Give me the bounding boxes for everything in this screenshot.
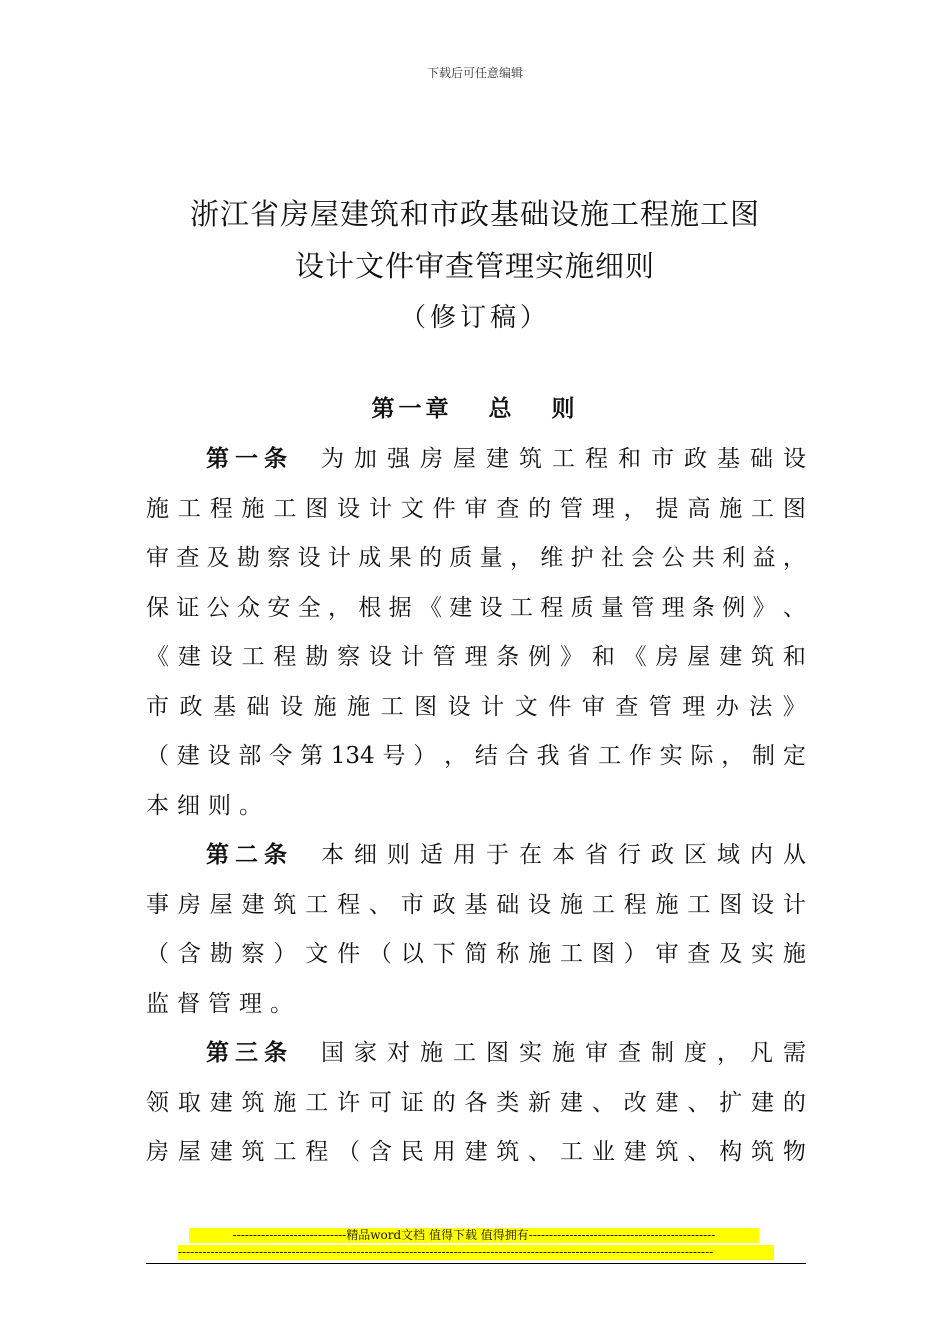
article-label: 第一条 bbox=[206, 446, 293, 472]
article-2 bbox=[146, 831, 806, 1029]
paragraph-line: 《 建 设 工 程 勘 察 设 计 管 理 条 例 》 和 《 房 屋 建 筑 和 bbox=[146, 644, 806, 670]
paragraph-line: （ 建 设 部 令 第 134 号 ） ， 结 合 我 省 工 作 实 际 ， 制 定 bbox=[146, 743, 806, 769]
article-label: 第二条 bbox=[206, 842, 293, 868]
document-title bbox=[0, 188, 950, 344]
article-first-line bbox=[146, 831, 806, 881]
paragraph-line: 保 证 公 众 安 全 ， 根 据 《 建 设 工 程 质 量 管 理 条 例 》 、 bbox=[146, 594, 806, 621]
paragraph-line: 审 查 及 勘 察 设 计 成 果 的 质 量 ， 维 护 社 会 公 共 利 益 ， bbox=[146, 545, 806, 571]
paragraph-line: 本 细 则 适 用 于 在 本 省 行 政 区 域 内 从 bbox=[321, 842, 806, 868]
paragraph-line: 市 政 基 础 设 施 施 工 图 设 计 文 件 审 查 管 理 办 法 》 bbox=[146, 693, 806, 720]
paragraph-line: 领 取 建 筑 施 工 许 可 证 的 各 类 新 建 、 改 建 、 扩 建 的 bbox=[146, 1089, 806, 1116]
chapter-name-part2: 则 bbox=[551, 396, 579, 422]
footer-banner: ----------------------------精品word文档 值得下载 值得拥有---------------------------------------------- bbox=[189, 1228, 759, 1243]
paragraph-last-line: 本细则。 bbox=[146, 792, 270, 819]
article-label: 第三条 bbox=[206, 1040, 293, 1066]
paragraph-line: 事 房 屋 建 筑 工 程 、 市 政 基 础 设 施 工 程 施 工 图 设 计 bbox=[146, 891, 806, 918]
title-line-2: 设计文件审查管理实施细则 bbox=[294, 249, 655, 283]
paragraph-last-line: 监督管理。 bbox=[146, 990, 301, 1017]
paragraph-line: 施 工 程 施 工 图 设 计 文 件 审 查 的 管 理 ， 提 高 施 工 图 bbox=[146, 495, 806, 522]
paragraph-line: 为 加 强 房 屋 建 筑 工 程 和 市 政 基 础 设 bbox=[321, 446, 806, 472]
article-1 bbox=[146, 435, 806, 831]
chapter-label: 第一章 bbox=[371, 396, 453, 422]
paragraph-line: 国 家 对 施 工 图 实 施 审 查 制 度 ， 凡 需 bbox=[321, 1040, 806, 1066]
footer-dash-line: ------------------------------------------------------------------------------------------------------------------------------------ bbox=[178, 1245, 774, 1260]
article-3 bbox=[146, 1029, 806, 1178]
footer-rule bbox=[146, 1263, 806, 1264]
article-first-line bbox=[146, 435, 806, 485]
paragraph-line: （ 含 勘 察 ） 文 件 （ 以 下 简 称 施 工 图 ） 审 查 及 实 施 bbox=[146, 941, 806, 967]
document-body bbox=[146, 435, 806, 1178]
page-header-note: 下载后可任意编辑 bbox=[426, 66, 523, 80]
chapter-name-part1: 总 bbox=[488, 396, 516, 422]
article-first-line bbox=[146, 1029, 806, 1079]
chapter-heading bbox=[0, 390, 950, 423]
title-revision-note: （修订稿） bbox=[399, 303, 550, 333]
paragraph-line: 房 屋 建 筑 工 程 （ 含 民 用 建 筑 、 工 业 建 筑 、 构 筑 物 bbox=[146, 1139, 806, 1165]
title-line-1: 浙江省房屋建筑和市政基础设施工程施工图 bbox=[189, 197, 760, 231]
